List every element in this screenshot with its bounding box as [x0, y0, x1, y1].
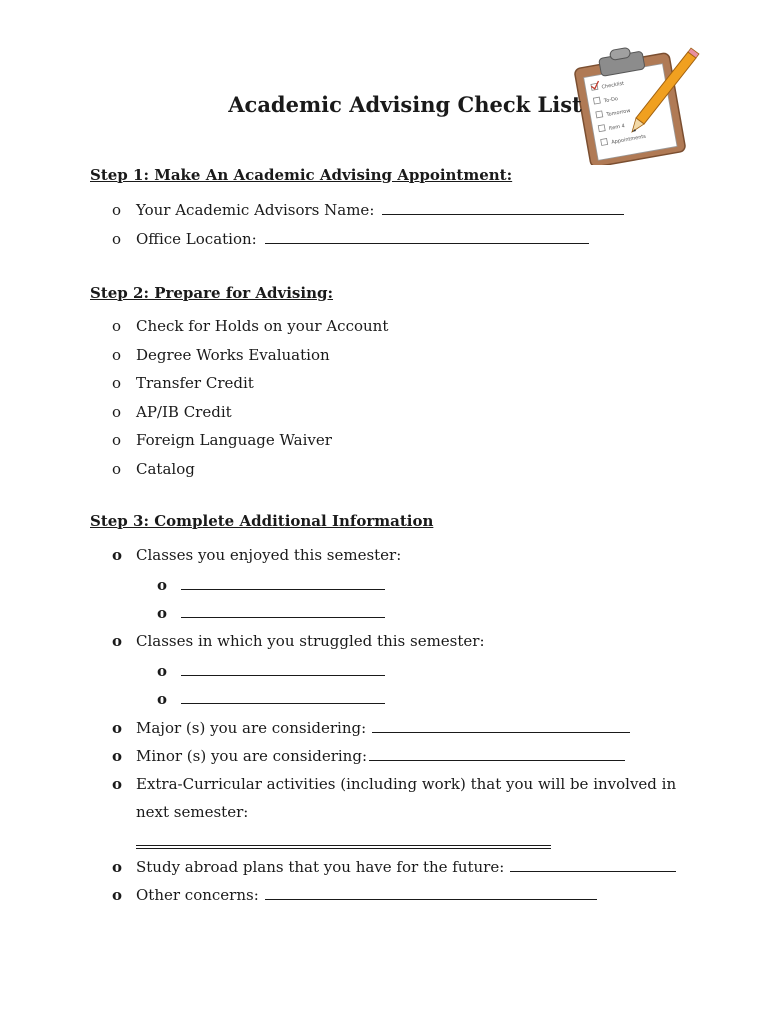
bullet: o	[112, 317, 122, 335]
bullet: o	[112, 431, 122, 449]
sub-list-item	[157, 689, 385, 708]
list-item	[112, 885, 597, 904]
enjoyed-class-field-2[interactable]	[181, 603, 385, 618]
advisor-name-field[interactable]	[382, 200, 624, 215]
bullet: o	[112, 747, 123, 765]
step2-heading: Step 2: Prepare for Advising:	[90, 284, 334, 302]
clipboard-text-4: Item 4	[608, 123, 626, 132]
list-item	[112, 317, 388, 335]
list-item	[112, 374, 254, 392]
list-item	[112, 857, 676, 876]
bullet: o	[112, 858, 123, 876]
list-item	[112, 775, 676, 793]
degree-works-item: Degree Works Evaluation	[136, 346, 330, 364]
transfer-credit-item: Transfer Credit	[136, 374, 254, 392]
struggled-class-field-2[interactable]	[181, 689, 385, 704]
extracurricular-field[interactable]	[136, 845, 551, 849]
bullet: o	[157, 604, 168, 622]
bullet: o	[112, 346, 122, 364]
page-title: Academic Advising Check List	[228, 92, 582, 117]
sub-list-item	[157, 661, 385, 680]
clipboard-text-3: Tomorrow	[606, 107, 631, 119]
list-item	[112, 460, 195, 478]
other-concerns-field[interactable]	[265, 885, 597, 900]
minor-field[interactable]	[369, 746, 625, 761]
study-abroad-label: Study abroad plans that you have for the future:	[136, 858, 505, 876]
bullet: o	[112, 546, 123, 564]
list-item	[112, 346, 330, 364]
clipboard-text-5: Appointments	[610, 133, 647, 146]
office-location-field[interactable]	[265, 229, 589, 244]
office-location-label: Office Location:	[136, 230, 257, 248]
step3-heading: Step 3: Complete Additional Information	[90, 512, 434, 530]
clipboard-text-1: Checklist	[601, 80, 625, 91]
list-item	[112, 229, 589, 248]
foreign-language-item: Foreign Language Waiver	[136, 431, 332, 449]
catalog-item: Catalog	[136, 460, 195, 478]
bullet: o	[157, 690, 168, 708]
study-abroad-field[interactable]	[510, 857, 676, 872]
extracurricular-label: Extra-Curricular activities (including work) that you will be involved in	[136, 775, 677, 793]
ap-ib-credit-item: AP/IB Credit	[136, 403, 232, 421]
bullet: o	[157, 576, 168, 594]
check-holds-item: Check for Holds on your Account	[136, 317, 389, 335]
list-item	[112, 200, 624, 219]
sub-list-item	[157, 603, 385, 622]
struggled-classes-label: Classes in which you struggled this semester:	[136, 632, 485, 650]
bullet: o	[112, 632, 123, 650]
bullet: o	[112, 201, 122, 219]
list-item	[112, 431, 332, 449]
struggled-class-field-1[interactable]	[181, 661, 385, 676]
major-label: Major (s) you are considering:	[136, 719, 367, 737]
bullet: o	[112, 230, 122, 248]
minor-label: Minor (s) you are considering:	[136, 747, 367, 765]
bullet: o	[112, 719, 123, 737]
enjoyed-class-field-1[interactable]	[181, 575, 385, 590]
step1-heading: Step 1: Make An Academic Advising Appointment:	[90, 166, 513, 184]
bullet: o	[157, 662, 168, 680]
list-item	[112, 403, 232, 421]
list-item	[112, 546, 401, 564]
list-item	[112, 632, 485, 650]
advisor-name-label: Your Academic Advisors Name:	[136, 201, 375, 219]
extracurricular-label-continued: next semester:	[136, 803, 249, 821]
list-item	[112, 718, 630, 737]
clipboard-text-2: To-Do	[603, 95, 619, 105]
sub-list-item	[157, 575, 385, 594]
list-item	[112, 746, 625, 765]
major-field[interactable]	[372, 718, 630, 733]
bullet: o	[112, 374, 122, 392]
bullet: o	[112, 886, 123, 904]
enjoyed-classes-label: Classes you enjoyed this semester:	[136, 546, 402, 564]
bullet: o	[112, 775, 123, 793]
other-concerns-label: Other concerns:	[136, 886, 259, 904]
bullet: o	[112, 460, 122, 478]
bullet: o	[112, 403, 122, 421]
